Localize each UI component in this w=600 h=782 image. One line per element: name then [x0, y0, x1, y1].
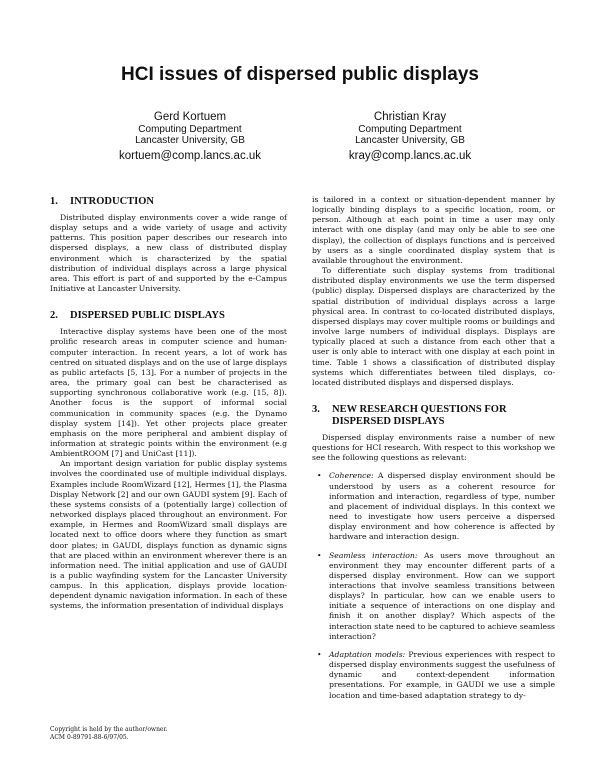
author-block-1 [80, 110, 300, 164]
author-affiliation: Lancaster University, GB [135, 135, 245, 146]
copyright-notice: Copyright is held by the author/owner. ACM 0-89791-88-6/97/05. [50, 726, 168, 741]
right-column [312, 195, 555, 701]
bullet-icon: • [317, 471, 322, 481]
section-heading-research-questions: 3. NEW RESEARCH QUESTIONS FOR DISPERSED DISPLAYS [312, 403, 507, 427]
list-item: • Adaptation models: Previous experiences with respect to dispersed display environments suggest the usefulness of dynamic and context-dependent information presentations. For example, in GAUDI we use a simple location and time-based adaptation strategy to dy- [317, 649, 556, 700]
author-email: kray@comp.lancs.ac.uk [348, 150, 472, 162]
list-item: • Seamless interaction: As users move throughout an environment they may encounter different parts of a dispersed display environment. How can we support interactions that involve seamless transitions between displays? In particular, how can we enable users to initiate a sequence of interactions on one display and finish it on another display? Which aspects of the interaction state need to be captured to achieve seamless interaction? [317, 550, 555, 641]
author-dept: Computing Department [138, 124, 242, 135]
bullet-icon: • [317, 649, 322, 659]
left-column [50, 196, 287, 612]
author-email: kortuem@comp.lancs.ac.uk [118, 150, 262, 162]
right-paragraph-2: To differentiate such display systems from traditional distributed display environments we use the term dispersed (public) display. Dispersed displays are characterized by the spatial distribution of individual displays across a large physical area. In contrast to co-located distributed displays, dispersed displays may cover multiple rooms or buildings and involve large numbers of individual displays. Displays are typically placed at such a distance from each other that a user is only able to interact with one display at each point in time. Table 1 shows a classification of distributed display systems which differentiates between tiled displays, co-located distributed displays and dispersed displays. [312, 266, 555, 387]
author-affiliation: Lancaster University, GB [355, 135, 465, 146]
bullet-icon: • [317, 550, 322, 560]
list-item: • Coherence: A dispersed display environment should be understood by users as a coherent resource for information and interaction, regardless of type, number and placement of individual displays. In this context we need to investigate how users perceive a dispersed display environment and how coherence is affected by hardware and interaction design. [317, 471, 555, 542]
section-heading-introduction: 1. INTRODUCTION [50, 196, 155, 207]
research-intro-paragraph: Dispersed display environments raise a number of new questions for HCI research. With respect to this workshop we see the following questions as relevant: [312, 432, 555, 463]
intro-paragraph: Distributed display environments cover a wide range of display setups and a wide variety of usage and activity patterns. This position paper describes our research into dispersed displays, a new class of distributed display environment which is characterized by the spatial distribution of individual displays across a large physical area. This effort is part of and supported by the e-Campus Initiative at Lancaster University. [50, 213, 287, 294]
author-name: Gerd Kortuem [153, 111, 227, 123]
author-name: Christian Kray [373, 111, 447, 123]
research-questions-list [312, 471, 555, 700]
dispersed-paragraph-2: An important design variation for public display systems involves the coordinated use of multiple individual displays. Examples include RoomWizard [12], Hermes [1], the Plasma Display Network [2] and our own GAUDI system [9]. Each of these systems consists of a (potentially large) collection of networked displays placed throughout an environment. For example, in Hermes and RoomWizard small displays are located next to office doors where they function as smart door plates; in GAUDI, displays function as dynamic signs that are placed within an environment wherever there is an information need. The initial application and use of GAUDI is a public wayfinding system for the Lancaster University campus. In this application, displays provide location-dependent dynamic navigation information. In each of these systems, the information presentation of individual displays [50, 459, 287, 611]
section-heading-dispersed-public-displays: 2. DISPERSED PUBLIC DISPLAYS [50, 310, 225, 322]
paper-title: HCI issues of dispersed public displays [121, 64, 479, 85]
author-dept: Computing Department [358, 124, 462, 135]
dispersed-paragraph-1: Interactive display systems have been one of the most prolific research areas in computer science and human-computer interaction. In recent years, a lot of work has centred on situated displays and on the use of large displays as public artefacts [5, 13]. For a number of projects in the area, the primary goal can best be characterised as supporting synchronous collaborative work (e.g. [15, 8]). Another focus is the support of informal social communication in community spaces (e.g. the Dynamo display system [14]). Yet other projects place greater emphasis on the more peripheral and ambient display of information at strategic points within the environment (e.g AmbientROOM [7] and UniCast [11]). [50, 327, 287, 459]
right-paragraph-1: is tailored in a context or situation-dependent manner by logically binding displays to a specific location, room, or person. Although at each point in time a user may only interact with one display (and may only be able to see one display), the collection of displays functions and is perceived by users as a single coordinated display system that is available throughout the environment. [312, 195, 555, 265]
author-block-2 [300, 110, 520, 164]
